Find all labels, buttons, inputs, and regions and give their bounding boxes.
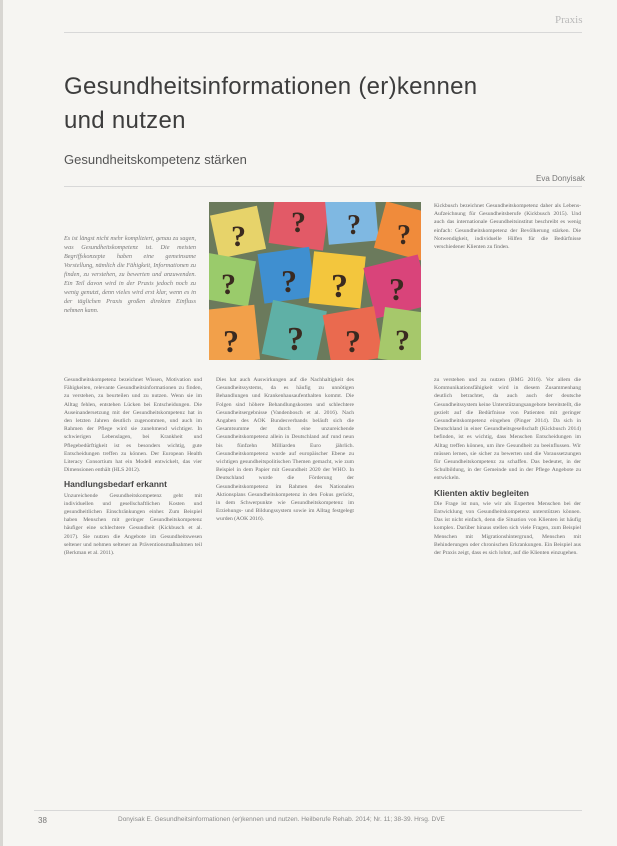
column-1-paragraph: Gesundheitskompetenz bezeichnet Wissen, Motivation und Fähigkeiten, relevante Gesundheitsinformationen zu finden, zu verstehen, zu beurteilen und zu nutzen. Wenn sie im Alltag fehlen, entstehen Lücken bei Entscheidungen. Die Auseinandersetzung mit der Gesundheitskompetenz hat in den letzten Jahren deutlich zugenommen, und auch im Rahmen der Pflege wird sie zunehmend wichtiger. In schwierigen Lebenslagen, bei Krankheit und Pflegebedürftigkeit ist es besonders wichtig, gute Entscheidungen treffen zu können. Der European Health Literacy Consortium hat ein Modell entwickelt, das vier Dimensionen enthält (HLS 2012). (64, 377, 202, 474)
citation-footer: Donyisak E. Gesundheitsinformationen (er)kennen und nutzen. Heilberufe Rehab. 2014; Nr. 11; 38-39. Hrsg. DVE (118, 816, 445, 823)
article-subtitle: Gesundheitskompetenz stärken (64, 152, 247, 167)
footer-rule (34, 810, 582, 811)
heading-klienten: Klienten aktiv begleiten (434, 487, 529, 498)
svg-text:?: ? (389, 271, 405, 307)
svg-text:?: ? (291, 206, 306, 239)
svg-text:?: ? (223, 323, 239, 359)
section-label: Praxis (555, 14, 583, 26)
page-edge (0, 0, 3, 846)
column-1-paragraph-2: Unzureichende Gesundheitskompetenz geht mit individuellen und gesellschaftlichen Kosten und gesundheitlichen Einschränkungen einher. Zum Beispiel haben Menschen mit geringer Gesundheitskompetenz häufiger eine schlechtere Gesundheit (Kickbusch et al. 2017). Sie nutzen die Angebote im Gesundheitswesen seltener und nehmen seltener an Präventionsmaßnahmen teil (Berkman et al. 2011). (64, 492, 202, 557)
svg-text:?: ? (281, 263, 297, 299)
column-2 (216, 376, 354, 526)
svg-text:?: ? (221, 268, 236, 301)
svg-text:?: ? (347, 210, 361, 241)
column-1 (64, 376, 202, 559)
title-line-1: Gesundheitsinformationen (er)kennen (64, 73, 478, 100)
svg-text:?: ? (395, 324, 410, 357)
author-name: Eva Donyisak (536, 174, 585, 183)
column-3-paragraph-2: Die Frage ist nun, wie wir als Experten Menschen bei der Entwicklung von Gesundheitskompetenz unterstützen können. Das ist nicht einfach, denn die Situation von Klienten ist häufig komplex. Darüber hinaus stellen sich viele Fragen, zum Beispiel Menschen mit Migrationshintergrund, Menschen mit Behinderungen oder chronischen Erkrankungen. Ein Beispiel aus der Praxis zeigt, dass es sich lohnt, auf die Klienten einzugehen. (434, 500, 581, 557)
heading-handlungsbedarf: Handlungsbedarf erkannt (64, 479, 167, 490)
svg-text:?: ? (345, 323, 361, 359)
question-marks-photo (209, 202, 421, 360)
article-title (64, 70, 477, 138)
svg-text:?: ? (287, 321, 304, 358)
svg-text:?: ? (397, 220, 411, 251)
svg-text:?: ? (331, 268, 348, 305)
title-line-2: und nutzen (64, 107, 186, 134)
intro-text: Es ist längst nicht mehr kompliziert, genau zu sagen, was Gesundheitskompetenz ist. Die meisten Begriffskonzepte haben eine gemeinsame Vorstellung, nämlich die Fähigkeit, Informationen zu finden, zu verstehen, zu bewerten und anzuwenden. Ein Teil davon wird in der Praxis jedoch noch zu wenig genutzt, denn vieles wird erst klar, wenn es in der täglichen Praxis großen direkten Einfluss nehmen kann. (64, 235, 196, 314)
page-number: 38 (38, 816, 47, 825)
right-column-top-text: Kickbusch bezeichnet Gesundheitskompetenz daher als Lebens-Aufzeichnung für Gesundheitsberufe (Kickbusch 2015). Und auch das internationale Gesundheitsinstitut beschreibt es wenig einfach: Gesundheitskompetenz der Bevölkerung stärken. Die Notwendigkeit, individuelle Hilfen für die Bedürfnisse verschiedener Klienten zu finden. (434, 203, 581, 251)
column-2-paragraph: Dies hat auch Auswirkungen auf die Nachhaltigkeit des Gesundheitssystems, da es häufig zu unnötigen Behandlungen und Krankenhausaufenthalten kommt. Die Folgen sind höhere Behandlungskosten und schlechtere Gesundheitsergebnisse (Vandenbosch et al. 2016). Nach Angaben des AOK Bundesverbands beläuft sich die Gesamtsumme der durch eine unzureichende Gesundheitskompetenz allein in Deutschland auf rund neun bis fünfzehn Milliarden Euro jährlich. Gesundheitskompetenz wurde auf europäischer Ebene zu wichtigen gesundheitspolitischen Themen gemacht, wie zum Beispiel in dem Papier mit Gesundheit 2020 der WHO. In Deutschland wurde die Förderung der Gesundheitskompetenz im Rahmen des Nationalen Aktionsplans Gesundheitskompetenz in den Fokus gerückt, in dem Schwerpunkte wie Gesundheitskompetenz im Erziehungs- und Bildungssystem sowie im Alltag festgelegt wurden (AOK 2016). (216, 377, 354, 523)
header-rule (64, 32, 582, 33)
column-3-paragraph: zu verstehen und zu nutzen (BMG 2016). Vor allem die Kommunikationsfähigkeit wird in diesem Zusammenhang deutlich betrachtet, da auch auch der deutsche Gesundheitssystem keine Unterstützungsangebote bereitstellt, die gezielt auf die Bedürfnisse von Patienten mit geringer Gesundheitskompetenz eingehen (Pinger 2014). Da sich in Deutschland in einer Gesundheitsgesellschaft (Kickbusch 2014) befinden, ist es wichtig, dass Menschen Entscheidungen im Alltag treffen können, um ihre Gesundheit zu beeinflussen. Wir müssen lernen, sie sicher zu bewerten und die Voraussetzungen für Gesundheitskompetenz zu schaffen. Das bedeutet, in der Schulbildung, in der Gemeinde und in der Pflege Angebote zu entwickeln. (434, 377, 581, 482)
subtitle-rule (64, 186, 582, 187)
svg-text:?: ? (231, 220, 246, 253)
column-3 (434, 376, 581, 559)
